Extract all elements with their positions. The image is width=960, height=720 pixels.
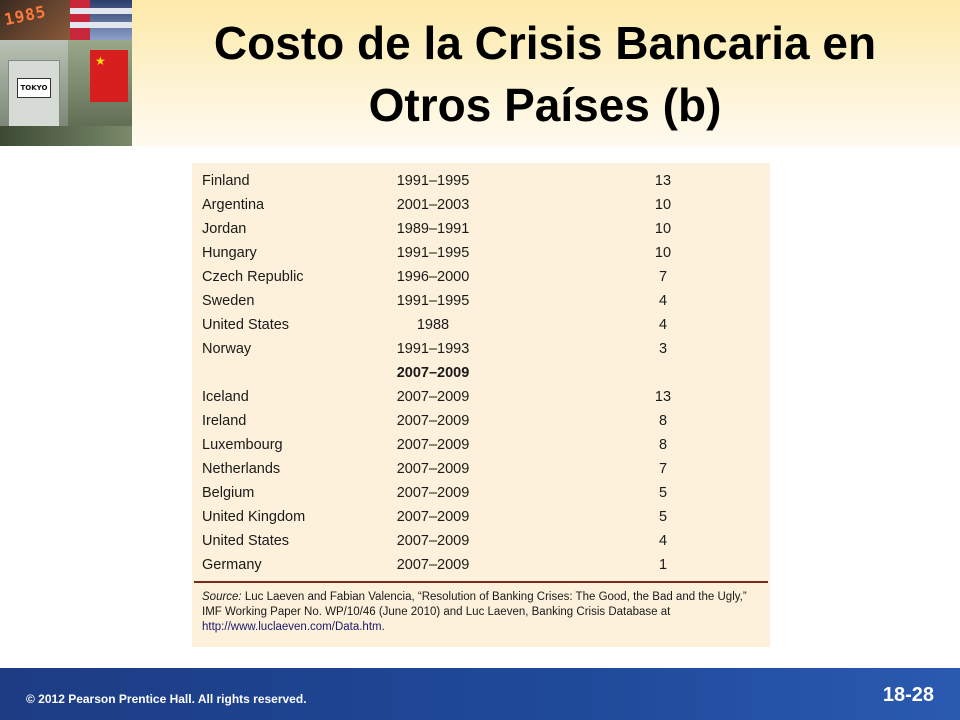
years-cell: 1991–1995 [396, 173, 470, 189]
table-row [192, 385, 770, 409]
country-cell: United Kingdom [202, 509, 306, 525]
country-cell: Iceland [202, 389, 249, 405]
table-row [192, 409, 770, 433]
years-cell: 1991–1993 [396, 341, 470, 357]
cost-cell: 7 [658, 269, 668, 285]
tokyo-sign: TOKYO [17, 78, 51, 98]
table-row [192, 553, 770, 577]
star-icon: ★ [95, 54, 106, 68]
table-row [192, 337, 770, 361]
source-note [202, 590, 762, 635]
country-cell: Norway [202, 341, 252, 357]
table-row [192, 265, 770, 289]
table-row [192, 481, 770, 505]
cost-cell: 10 [654, 221, 672, 237]
cost-cell: 7 [658, 461, 668, 477]
table-row [192, 505, 770, 529]
flags-photo [70, 0, 132, 40]
years-cell: 2007–2009 [396, 437, 470, 453]
table-row [192, 217, 770, 241]
country-cell: United States [202, 533, 290, 549]
cost-cell: 8 [658, 437, 668, 453]
table-row [192, 241, 770, 265]
source-end: . [381, 621, 385, 633]
cost-cell: 5 [658, 509, 668, 525]
years-cell: 2007–2009 [396, 461, 470, 477]
street-photo [0, 126, 132, 146]
cost-cell: 4 [658, 533, 668, 549]
photo-collage-image [0, 0, 132, 146]
source-link[interactable]: http://www.luclaeven.com/Data.htm [202, 621, 382, 633]
country-cell: Czech Republic [202, 269, 304, 285]
country-cell: Jordan [202, 221, 247, 237]
source-label: Source: [202, 591, 242, 603]
table-row [192, 313, 770, 337]
cost-cell: 13 [654, 173, 672, 189]
years-cell: 1996–2000 [396, 269, 470, 285]
country-cell: United States [202, 317, 290, 333]
country-cell: Ireland [202, 413, 247, 429]
table-row [192, 169, 770, 193]
years-cell: 1991–1995 [396, 245, 470, 261]
cost-cell: 10 [654, 245, 672, 261]
years-cell: 1991–1995 [396, 293, 470, 309]
country-cell: Luxembourg [202, 437, 283, 453]
country-cell: Sweden [202, 293, 255, 309]
country-cell: Germany [202, 557, 262, 573]
cost-cell: 1 [658, 557, 668, 573]
country-cell: Argentina [202, 197, 265, 213]
table-row [192, 289, 770, 313]
years-cell: 2007–2009 [396, 557, 470, 573]
table-row [192, 433, 770, 457]
cost-cell: 4 [658, 317, 668, 333]
cost-cell: 10 [654, 197, 672, 213]
source-text: Luc Laeven and Fabian Valencia, “Resolution of Banking Crises: The Good, the Bad and the Ugly,” IMF Working Paper No. WP/10/46 (June 2010) and Luc Laeven, Banking Crisis Database at [202, 591, 747, 618]
table-section-header [192, 361, 770, 385]
country-cell: Netherlands [202, 461, 281, 477]
years-cell: 2007–2009 [396, 389, 470, 405]
stock-ticker-photo [0, 0, 70, 40]
cost-cell: 5 [658, 485, 668, 501]
table-row [192, 529, 770, 553]
years-cell: 2007–2009 [396, 533, 470, 549]
crisis-cost-table [192, 163, 770, 647]
copyright-text: © 2012 Pearson Prentice Hall. All rights reserved. [26, 692, 307, 706]
years-cell: 2007–2009 [396, 509, 470, 525]
table-row [192, 457, 770, 481]
country-cell: Belgium [202, 485, 255, 501]
country-cell: Finland [202, 173, 250, 189]
years-cell: 2007–2009 [396, 485, 470, 501]
cost-cell: 3 [658, 341, 668, 357]
years-cell: 2007–2009 [396, 365, 470, 381]
footer-bar [0, 668, 960, 720]
cost-cell: 13 [654, 389, 672, 405]
years-cell: 1988 [416, 317, 450, 333]
cost-cell: 8 [658, 413, 668, 429]
years-cell: 2001–2003 [396, 197, 470, 213]
slide-number: 18-28 [882, 684, 934, 706]
title-line-2: Otros Países (b) [368, 79, 722, 131]
country-cell: Hungary [202, 245, 257, 261]
table-row [192, 193, 770, 217]
cost-cell: 4 [658, 293, 668, 309]
slide-title [140, 12, 950, 136]
years-cell: 1989–1991 [396, 221, 470, 237]
source-divider [194, 581, 768, 583]
title-line-1: Costo de la Crisis Bancaria en [213, 17, 877, 69]
ticker-digits: 1985 [2, 1, 49, 30]
years-cell: 2007–2009 [396, 413, 470, 429]
